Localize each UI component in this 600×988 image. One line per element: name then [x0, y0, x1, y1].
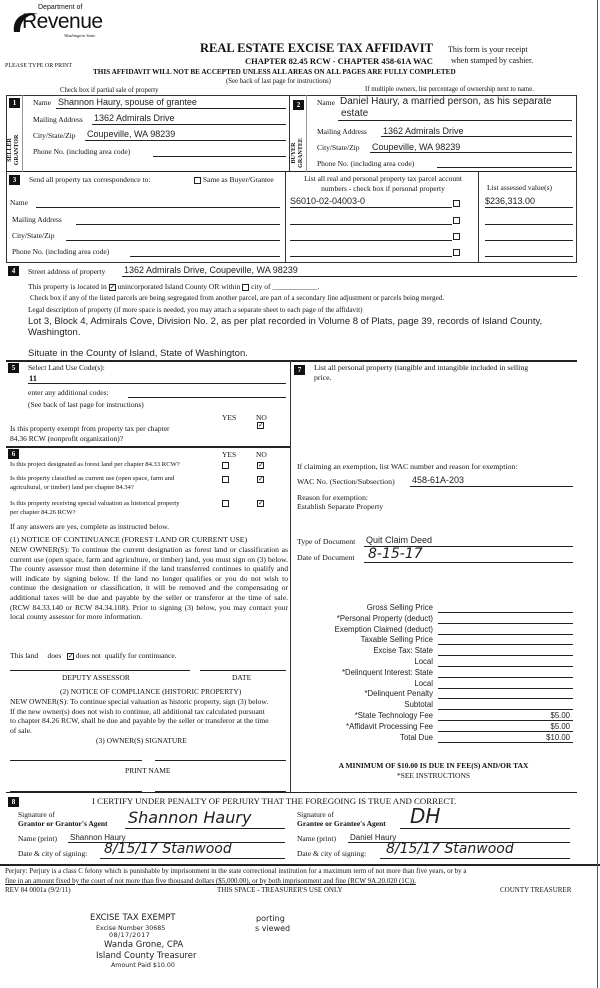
doc-type: Quit Claim Deed [366, 535, 433, 545]
print-name-field[interactable] [155, 791, 286, 792]
personal-property-checkbox[interactable] [453, 249, 460, 256]
grantor-signature[interactable]: Shannon Haury [128, 808, 252, 827]
doc-type-label: Type of Document [297, 537, 356, 546]
owner-signature-label: (3) OWNER(S) SIGNATURE [96, 736, 187, 745]
date-label: DATE [232, 673, 252, 682]
buyer-city: Coupeville, WA 98239 [372, 142, 461, 152]
section-number-5: 5 [8, 363, 19, 373]
unincorporated-checkbox[interactable]: ✓ [109, 282, 116, 291]
parcel-number: S6010-02-04003-0 [290, 196, 366, 206]
fee-line [438, 644, 573, 645]
see-back-5: (See back of last page for instructions) [28, 400, 144, 409]
divider [0, 864, 600, 866]
if-yes-note: If any answers are yes, complete as instructed below. [10, 522, 170, 531]
stamp-exempt: EXCISE TAX EXEMPT [90, 913, 176, 923]
fee-value[interactable]: $10.00 [546, 732, 570, 742]
grantor-sig-of: Signature of [18, 810, 55, 819]
fee-label: Exemption Claimed (deduct) [334, 624, 433, 634]
grantee-signature[interactable]: DH [410, 804, 441, 828]
fee-line [438, 677, 573, 678]
logo-text-main: Revenue [22, 10, 103, 33]
yes-header: YES [222, 413, 237, 422]
land-use-label: Select Land Use Code(s): [28, 363, 105, 372]
stamp-paid: Amount Paid $10.00 [111, 962, 175, 969]
grantor-name-label: Name (print) [18, 834, 57, 843]
stamp-fragment: porting [256, 914, 285, 923]
section-number-3: 3 [9, 175, 20, 185]
buyer-phone-label: Phone No. (including area code) [317, 159, 415, 168]
fee-label: Total Due [400, 732, 433, 742]
buyer-address-label: Mailing Address [317, 127, 367, 136]
street-address: 1362 Admirals Drive, Coupeville, WA 98239 [124, 265, 298, 275]
section-number-7: 7 [294, 365, 305, 375]
divider [289, 95, 290, 172]
logo-subtext: Washington State [64, 33, 96, 38]
current-use-yes-checkbox[interactable] [222, 476, 229, 483]
corr-name-label: Name [10, 198, 28, 207]
wac-number: 458-61A-203 [412, 475, 465, 485]
section-number-8: 8 [8, 797, 19, 807]
grantee-sig-of: Signature of [297, 810, 334, 819]
parcel-header-2: numbers - check box if personal property [321, 184, 445, 193]
legal-description: Lot 3, Block 4, Admirals Cove, Division No. 2, as per plat recorded in Volume 8 of Plats, page 39, records of Island County, [28, 316, 543, 327]
current-use-question: Is this property classified as current use (open space, farm and [10, 475, 175, 482]
grantee-agent-label: Grantee or Grantee's Agent [297, 819, 386, 828]
buyer-name-cont: estate [341, 108, 369, 119]
seller-address: 1362 Admirals Drive [94, 113, 175, 123]
historic-question-cont: per chapter 84.26 RCW? [10, 509, 76, 516]
fee-label: *Delinquent Penalty [364, 689, 433, 699]
correspondence-label: Send all property tax correspondence to: [29, 175, 151, 184]
fee-label: Local [414, 678, 433, 688]
divider [6, 792, 577, 793]
partial-sale-note: Check box if partial sale of property [60, 87, 159, 94]
exemption-reason: Establish Separate Property [297, 502, 384, 511]
divider [478, 171, 479, 263]
seller-name: Shannon Haury, spouse of grantee [58, 97, 197, 107]
reason-label: Reason for exemption: [297, 493, 369, 502]
situate: Situate in the County of Island, State of Washington. [28, 348, 248, 359]
stamp-date: 08/17/2017 [109, 932, 151, 939]
exempt-no-checkbox[interactable]: ✓ [258, 421, 264, 429]
logo-text: Department of [38, 4, 83, 11]
notice-compliance-body: NEW OWNER(S): To continue special valuation as historic property, sign (3) below. If the new owner(s) does not wish to continue, all additional tax calculated pursuant to chapter 84.26 RCW, shall be due and payable by the seller or transferor at the time of sale. [10, 697, 269, 735]
doc-date: 8-15-17 [368, 546, 423, 562]
print-name-field[interactable] [10, 791, 142, 792]
additional-codes-label: enter any additional codes: [28, 388, 109, 397]
certify-statement: I CERTIFY UNDER PENALTY OF PERJURY THAT THE FOREGOING IS TRUE AND CORRECT. [92, 796, 457, 806]
grantee-name: Daniel Haury [350, 833, 397, 842]
form-subtitle: CHAPTER 82.45 RCW - CHAPTER 458-61A WAC [245, 56, 433, 66]
legal-description-cont: Washington. [28, 327, 81, 338]
stamp-name: Wanda Grone, CPA [104, 940, 184, 950]
forest-question: Is this project designated as forest land per chapter 84.33 RCW? [10, 461, 180, 468]
exemption-claim-label: If claiming an exemption, list WAC number and reason for exemption: [297, 462, 518, 471]
owner-signature-field[interactable] [10, 760, 142, 761]
assessed-value: $236,313.00 [485, 196, 536, 206]
seller-city-label: City/State/Zip [33, 131, 76, 140]
historic-question: Is this property receiving special valuation as historical property [10, 500, 180, 507]
buyer-side-label: BUYER GRANTEE [291, 138, 304, 168]
form-revision: REV 84 0001a (9/2/11) [5, 886, 71, 894]
divider [6, 360, 577, 362]
section-number-4: 4 [8, 266, 19, 276]
see-instructions: *SEE INSTRUCTIONS [396, 771, 471, 780]
legal-label: Legal description of property (if more space is needed, you may attach a separate sheet to each page of the affidavit) [28, 306, 363, 314]
seller-name-label: Name [33, 98, 51, 107]
wac-label: WAC No. (Section/Subsection) [297, 477, 395, 486]
corr-city-field[interactable] [66, 240, 280, 241]
personal-property-checkbox[interactable] [453, 233, 460, 240]
fee-value[interactable]: $5.00 [550, 721, 570, 731]
stamp-fragment: s viewed [255, 924, 291, 933]
historic-yes-checkbox[interactable] [222, 500, 229, 507]
fee-label: *Affidavit Processing Fee [346, 721, 433, 731]
street-label: Street address of property [28, 267, 106, 276]
land-use-code: 11 [29, 373, 38, 383]
divider [22, 95, 23, 172]
grantor-agent-label: Grantor or Grantor's Agent [18, 819, 108, 828]
section-number-1: 1 [9, 98, 20, 108]
corr-address-field[interactable] [76, 224, 280, 225]
notice-continuance-body: NEW OWNER(S): To continue the current designation as forest land or classification as current use (open space, farm and agriculture, or timber) land, you must sign on (3) below. The county assessor must then determine if the land transferred continues to qualify and will indicate by signing below. If the land no longer qualifies or you do not wish to continue the designation or classification, it will be removed and the compensating or additional taxes will be due and payable by the seller or transferor at the time of sale. (RCW 84.33.140 or RCW 84.34.108). Prior to signing (3) below, you may contact your local county assessor for more information. [10, 545, 288, 622]
fee-label: Local [414, 657, 433, 666]
grantor-date-label: Date & city of signing: [18, 849, 88, 858]
grantee-date-city[interactable]: 8/15/17 Stanwood [386, 841, 514, 857]
fee-label: Subtotal [404, 700, 433, 710]
same-as-buyer-label: Same as Buyer/Grantee [202, 175, 274, 184]
deputy-assessor-signature[interactable] [10, 670, 190, 671]
continuance-line: This land does ✓ does not qualify for continuance. [10, 651, 177, 660]
perjury-note-cont: fine in an amount fixed by the court of not more than five thousand dollars ($5,000.00), or by both imprisonment and fine (RCW 9A.20.020 (1C)). [5, 877, 416, 885]
does-option[interactable]: does [47, 651, 62, 660]
buyer-city-label: City/State/Zip [317, 143, 360, 152]
fee-line [438, 742, 573, 743]
page-edge [597, 0, 598, 988]
corr-address-label: Mailing Address [12, 215, 62, 224]
fee-label: Excise Tax: State [373, 646, 433, 656]
county-treasurer-label: COUNTY TREASURER [500, 886, 572, 894]
fee-label: Gross Selling Price [366, 603, 433, 612]
seller-side-label: SELLER GRANTOR [7, 134, 20, 166]
city-checkbox[interactable] [242, 284, 249, 291]
fee-line [438, 623, 573, 624]
personal-property-checkbox[interactable] [453, 217, 460, 224]
warning: THIS AFFIDAVIT WILL NOT BE ACCEPTED UNLESS ALL AREAS ON ALL PAGES ARE FULLY COMPLETED [93, 68, 456, 76]
corr-city-label: City/State/Zip [12, 231, 55, 240]
notice-continuance-title: (1) NOTICE OF CONTINUANCE (FOREST LAND OR CURRENT USE) [10, 535, 248, 544]
parcel-header: List all real and personal property tax parcel account [304, 174, 462, 183]
forest-no-checkbox[interactable]: ✓ [258, 461, 264, 469]
doc-date-label: Date of Document [297, 553, 355, 562]
personal-property-label: List all personal property (tangible and intangible included in selling [314, 363, 529, 372]
form-title: REAL ESTATE EXCISE TAX AFFIDAVIT [200, 41, 433, 55]
perjury-note: Perjury: Perjury is a class C felony which is punishable by imprisonment in the state correctional institution for a maximum term of not more than five years, or by a [5, 867, 467, 875]
fee-line [438, 666, 573, 667]
corr-phone-label: Phone No. (including area code) [12, 247, 110, 256]
exempt-question-cont: 84.36 RCW (nonprofit organization)? [10, 434, 124, 443]
grantor-name: Shannon Haury [70, 833, 126, 842]
seller-phone-field[interactable] [153, 156, 286, 157]
seller-phone-label: Phone No. (including area code) [33, 147, 131, 156]
divider [290, 360, 291, 793]
buyer-name: Daniel Haury, a married person, as his separate [340, 96, 552, 107]
does-not-checkbox[interactable]: ✓ [67, 651, 74, 660]
please-type: PLEASE TYPE OR PRINT [5, 63, 73, 69]
fee-line [438, 688, 573, 689]
seller-city: Coupeville, WA 98239 [87, 129, 176, 139]
corr-name-field[interactable] [36, 207, 280, 208]
additional-codes-field[interactable] [128, 397, 286, 398]
fee-line [438, 698, 573, 699]
current-use-question-cont: agricultural, or timber) land per chapter 84.34? [10, 484, 134, 491]
owner-signature-field[interactable] [155, 760, 286, 761]
section-number-6: 6 [8, 449, 19, 459]
fee-line [438, 634, 573, 635]
print-name-label: PRINT NAME [125, 766, 171, 775]
segregate-note: Check box if any of the listed parcels are being segregated from another parcel, are part of a secondary line adjustment or parcels being merged. [30, 294, 445, 302]
divider [285, 171, 286, 263]
current-use-no-checkbox[interactable]: ✓ [258, 475, 264, 483]
fee-label: Taxable Selling Price [360, 635, 433, 645]
assessor-date-field[interactable] [200, 670, 286, 671]
buyer-phone-field[interactable] [437, 167, 572, 168]
no-header: NO [256, 450, 267, 459]
fee-label: *Delinquent Interest: State [341, 667, 433, 677]
fee-label: *Personal Property (deduct) [336, 613, 433, 623]
corr-phone-field[interactable] [130, 256, 280, 257]
yes-header: YES [222, 450, 237, 459]
treasurer-use-label: THIS SPACE - TREASURER'S USE ONLY [217, 886, 343, 894]
stamp-office: Island County Treasurer [96, 951, 197, 961]
exempt-question: Is this property exempt from property tax per chapter [10, 424, 170, 433]
section-number-2: 2 [293, 100, 304, 110]
notice-compliance-title: (2) NOTICE OF COMPLIANCE (HISTORIC PROPERTY) [60, 687, 242, 696]
located-label: This property is located in ✓ unincorporated Island County OR within city of ____________. [28, 282, 320, 291]
stamp-number: Excise Number 30685 [96, 925, 166, 932]
grantee-date-label: Date & city of signing: [297, 849, 367, 858]
personal-property-label-cont: price. [314, 373, 332, 382]
same-as-buyer-checkbox[interactable] [194, 175, 274, 184]
buyer-address: 1362 Admirals Drive [383, 126, 464, 136]
see-back: (See back of last page for instructions) [226, 78, 331, 85]
fee-line [438, 612, 573, 613]
grantee-name-label: Name (print) [297, 834, 336, 843]
multiple-owners-note: If multiple owners, list percentage of ownership next to name. [365, 86, 534, 93]
personal-property-checkbox[interactable] [453, 200, 460, 207]
seller-address-label: Mailing Address [33, 115, 83, 124]
receipt-note-2: when stamped by cashier. [451, 56, 534, 65]
minimum-due-note: A MINIMUM OF $10.00 IS DUE IN FEE(S) AND/OR TAX [338, 761, 529, 770]
buyer-name-label: Name [317, 98, 335, 107]
fee-line [438, 655, 573, 656]
historic-no-checkbox[interactable]: ✓ [258, 499, 264, 507]
assessed-header: List assessed value(s) [487, 183, 552, 192]
fee-value[interactable]: $5.00 [550, 711, 570, 720]
logo [8, 4, 103, 42]
divider [306, 95, 307, 172]
fee-label: *State Technology Fee [354, 711, 433, 720]
receipt-note: This form is your receipt [448, 45, 528, 54]
deputy-assessor-label: DEPUTY ASSESSOR [62, 673, 130, 682]
grantor-date-city[interactable]: 8/15/17 Stanwood [104, 841, 232, 857]
divider [6, 446, 290, 448]
forest-yes-checkbox[interactable] [222, 462, 229, 469]
no-header: NO [256, 413, 267, 422]
